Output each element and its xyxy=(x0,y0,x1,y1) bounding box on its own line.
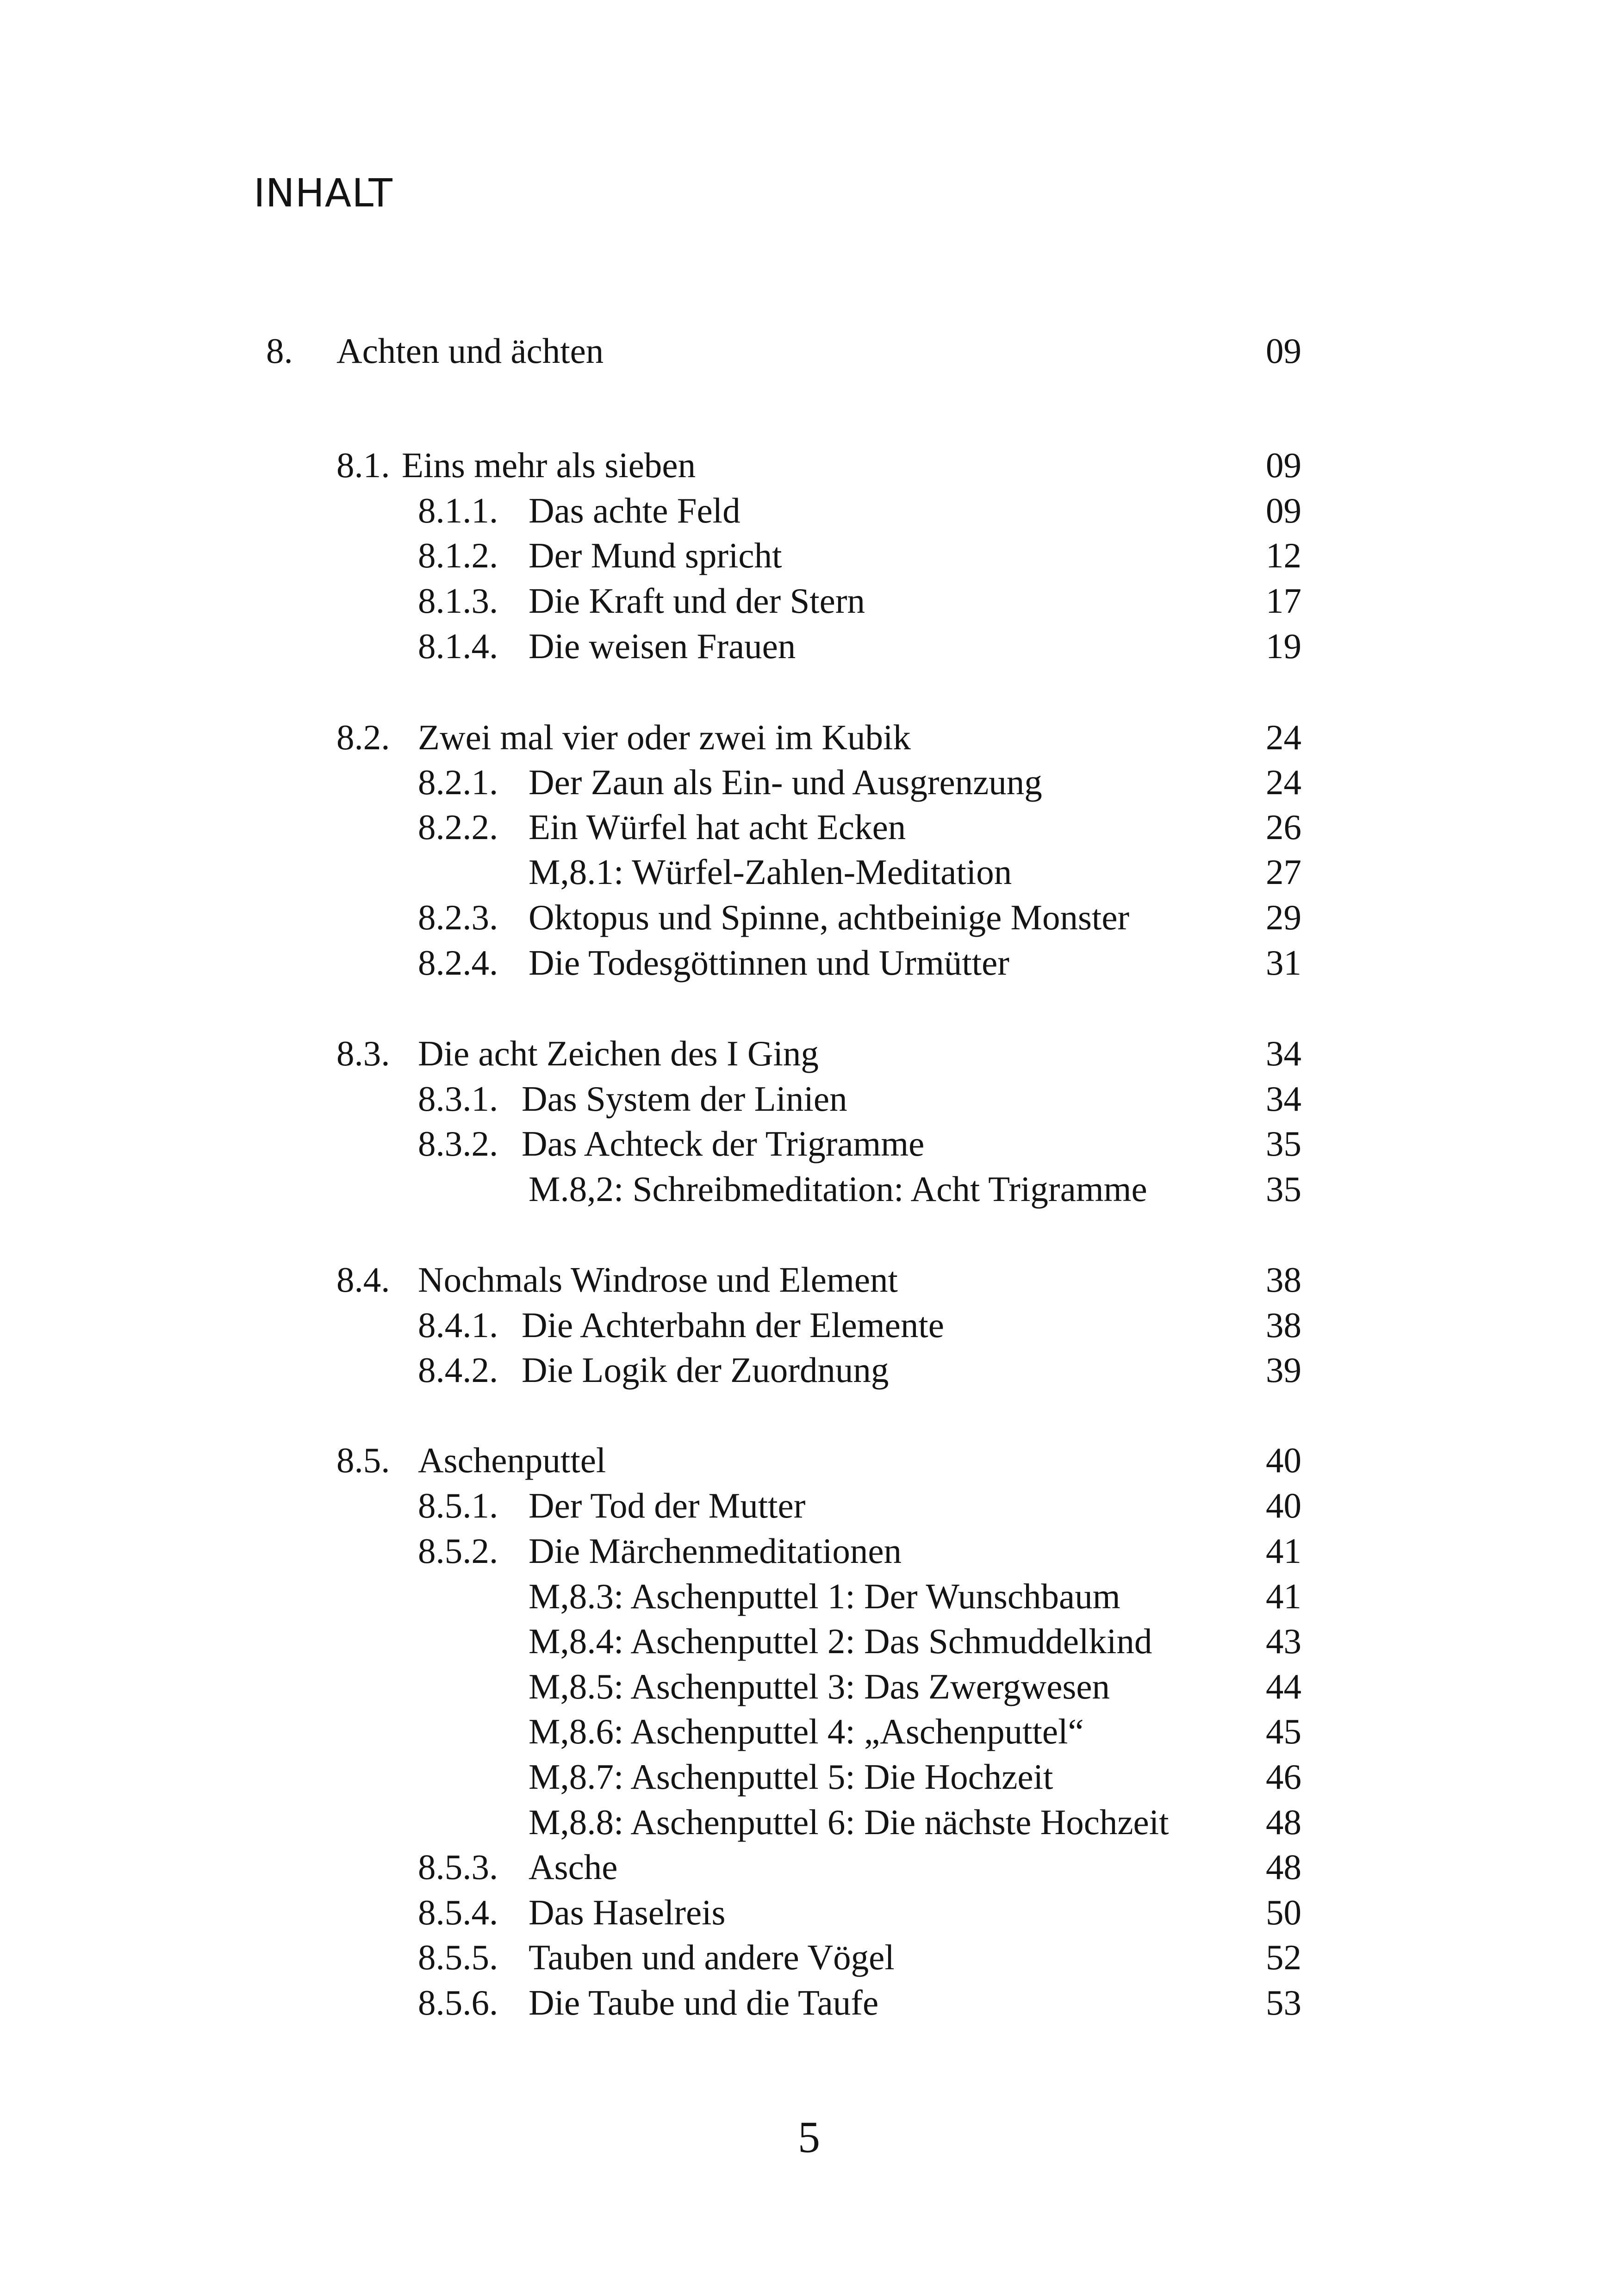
toc-entry-page: 41 xyxy=(1266,1531,1301,1571)
toc-entry-section xyxy=(0,1033,1618,1073)
toc-entry-number: 8.3.2. xyxy=(418,1124,498,1164)
toc-entry-page: 26 xyxy=(1266,807,1301,847)
toc-entry-number: 8.2.4. xyxy=(418,943,498,983)
toc-entry-number: 8.1.4. xyxy=(418,626,498,666)
toc-entry-number: 8.5.1. xyxy=(418,1486,498,1525)
toc-entry-subsection xyxy=(0,897,1618,937)
toc-entry-title: Die Logik der Zuordnung xyxy=(522,1350,889,1390)
toc-entry-page: 38 xyxy=(1266,1260,1301,1300)
toc-entry-title: Die weisen Frauen xyxy=(529,626,796,666)
toc-entry-page: 40 xyxy=(1266,1440,1301,1480)
toc-entry-title: Zwei mal vier oder zwei im Kubik xyxy=(418,717,911,757)
toc-entry-subsection xyxy=(0,535,1618,575)
toc-entry-subsection xyxy=(0,1849,1618,1886)
toc-entry-subsection xyxy=(0,583,1618,620)
toc-entry-page: 35 xyxy=(1266,1124,1301,1164)
toc-entry-subsection xyxy=(0,1488,1618,1525)
toc-entry-number: 8.5.5. xyxy=(418,1937,498,1977)
toc-entry-title: Das achte Feld xyxy=(529,491,741,530)
toc-entry-title: M,8.6: Aschenputtel 4: „Aschenputtel“ xyxy=(529,1711,1084,1751)
toc-entry-number: 8.5.6. xyxy=(418,1983,498,2022)
toc-entry-page: 45 xyxy=(1266,1711,1301,1751)
toc-entry-page: 48 xyxy=(1266,1847,1301,1887)
toc-entry-title: Tauben und andere Vögel xyxy=(529,1937,895,1977)
toc-entry-subsection xyxy=(0,1937,1618,1977)
toc-entry-title: Oktopus und Spinne, achtbeinige Monster xyxy=(529,897,1130,937)
toc-entry-title: Die Todesgöttinnen und Urmütter xyxy=(529,943,1009,983)
toc-entry-page: 50 xyxy=(1266,1892,1301,1932)
toc-entry-number: 8. xyxy=(266,331,293,371)
toc-entry-title: Aschenputtel xyxy=(418,1440,606,1480)
toc-entry-page: 34 xyxy=(1266,1033,1301,1073)
toc-entry-page: 52 xyxy=(1266,1937,1301,1977)
toc-entry-page: 19 xyxy=(1266,626,1301,666)
toc-entry-title: M,8.1: Würfel-Zahlen-Meditation xyxy=(529,852,1012,892)
toc-entry-page: 17 xyxy=(1266,581,1301,621)
toc-entry-meditation xyxy=(0,854,1618,891)
toc-entry-number: 8.2. xyxy=(336,717,390,757)
toc-entry-meditation xyxy=(0,1171,1618,1208)
toc-entry-subsection xyxy=(0,1307,1618,1344)
toc-entry-number: 8.4.1. xyxy=(418,1305,498,1345)
toc-entry-page: 43 xyxy=(1266,1621,1301,1661)
toc-entry-number: 8.2.3. xyxy=(418,897,498,937)
toc-entry-number: 8.2.2. xyxy=(418,807,498,847)
toc-entry-meditation xyxy=(0,1669,1618,1706)
toc-entry-subsection xyxy=(0,945,1618,982)
toc-entry-subsection xyxy=(0,1081,1618,1118)
toc-entry-page: 09 xyxy=(1266,331,1301,371)
toc-entry-page: 40 xyxy=(1266,1486,1301,1525)
toc-entry-page: 48 xyxy=(1266,1802,1301,1842)
toc-entry-title: Die Märchenmeditationen xyxy=(529,1531,902,1571)
page-title: INHALT xyxy=(254,170,393,216)
toc-entry-title: Der Zaun als Ein- und Ausgrenzung xyxy=(529,762,1042,802)
toc-entry-subsection xyxy=(0,1985,1618,2022)
toc-entry-title: Eins mehr als sieben xyxy=(402,445,696,485)
toc-entry-section xyxy=(0,1440,1618,1480)
toc-entry-page: 38 xyxy=(1266,1305,1301,1345)
toc-entry-meditation xyxy=(0,1804,1618,1842)
toc-entry-section xyxy=(0,717,1618,757)
toc-entry-title: Das Haselreis xyxy=(529,1892,726,1932)
page-number: 5 xyxy=(798,2112,820,2162)
toc-entry-title: M,8.3: Aschenputtel 1: Der Wunschbaum xyxy=(529,1576,1120,1616)
toc-entry-section xyxy=(0,445,1618,485)
toc-entry-page: 44 xyxy=(1266,1667,1301,1706)
toc-entry-page: 29 xyxy=(1266,897,1301,937)
toc-entry-meditation xyxy=(0,1621,1618,1661)
toc-entry-meditation xyxy=(0,1759,1618,1796)
toc-entry-meditation xyxy=(0,1576,1618,1616)
toc-entry-title: Die Kraft und der Stern xyxy=(529,581,865,621)
toc-entry-title: Ein Würfel hat acht Ecken xyxy=(529,807,906,847)
toc-entry-subsection xyxy=(0,628,1618,666)
toc-entry-page: 24 xyxy=(1266,717,1301,757)
toc-entry-title: M,8.4: Aschenputtel 2: Das Schmuddelkind xyxy=(529,1621,1152,1661)
toc-entry-number: 8.5.2. xyxy=(418,1531,498,1571)
toc-entry-subsection xyxy=(0,1892,1618,1932)
toc-entry-page: 12 xyxy=(1266,535,1301,575)
toc-entry-section xyxy=(0,1262,1618,1299)
toc-entry-title: Die acht Zeichen des I Ging xyxy=(418,1033,819,1073)
toc-entry-number: 8.5.4. xyxy=(418,1892,498,1932)
toc-entry-subsection xyxy=(0,1352,1618,1389)
toc-entry-title: M.8,2: Schreibmeditation: Acht Trigramme xyxy=(529,1169,1147,1209)
toc-entry-number: 8.3. xyxy=(336,1033,390,1073)
toc-entry-number: 8.2.1. xyxy=(418,762,498,802)
toc-entry-subsection xyxy=(0,493,1618,530)
toc-entry-number: 8.1.2. xyxy=(418,535,498,575)
toc-entry-page: 09 xyxy=(1266,491,1301,530)
toc-entry-meditation xyxy=(0,1711,1618,1751)
toc-entry-number: 8.1. xyxy=(336,445,390,485)
toc-entry-title: Die Taube und die Taufe xyxy=(529,1983,879,2022)
toc-entry-page: 35 xyxy=(1266,1169,1301,1209)
toc-entry-number: 8.3.1. xyxy=(418,1079,498,1119)
toc-entry-title: M,8.8: Aschenputtel 6: Die nächste Hochzeit xyxy=(529,1802,1169,1842)
toc-entry-page: 27 xyxy=(1266,852,1301,892)
toc-entry-title: Asche xyxy=(529,1847,618,1887)
toc-entry-title: Die Achterbahn der Elemente xyxy=(522,1305,944,1345)
toc-entry-title: Der Mund spricht xyxy=(529,535,782,575)
toc-entry-page: 09 xyxy=(1266,445,1301,485)
toc-entry-number: 8.1.1. xyxy=(418,491,498,530)
toc-entry-subsection xyxy=(0,1533,1618,1570)
toc-entry-page: 41 xyxy=(1266,1576,1301,1616)
toc-entry-title: Das Achteck der Trigramme xyxy=(522,1124,925,1164)
toc-entry-page: 39 xyxy=(1266,1350,1301,1390)
toc-entry-page: 31 xyxy=(1266,943,1301,983)
toc-entry-title: Der Tod der Mutter xyxy=(529,1486,806,1525)
toc-entry-page: 24 xyxy=(1266,762,1301,802)
toc-entry-page: 46 xyxy=(1266,1757,1301,1797)
toc-entry-title: Nochmals Windrose und Element xyxy=(418,1260,898,1300)
toc-entry-page: 53 xyxy=(1266,1983,1301,2022)
toc-entry-subsection xyxy=(0,809,1618,846)
toc-entry-number: 8.4.2. xyxy=(418,1350,498,1390)
toc-entry-number: 8.5. xyxy=(336,1440,390,1480)
toc-entry-title: Das System der Linien xyxy=(522,1079,847,1119)
toc-entry-number: 8.5.3. xyxy=(418,1847,498,1887)
toc-entry-page: 34 xyxy=(1266,1079,1301,1119)
toc-entry-title: M,8.7: Aschenputtel 5: Die Hochzeit xyxy=(529,1757,1053,1797)
toc-entry-title: Achten und ächten xyxy=(336,331,604,371)
toc-entry-number: 8.4. xyxy=(336,1260,390,1300)
toc-entry-number: 8.1.3. xyxy=(418,581,498,621)
toc-entry-subsection xyxy=(0,1126,1618,1163)
toc-entry-subsection xyxy=(0,762,1618,802)
toc-entry-chapter xyxy=(0,333,1618,370)
toc-entry-title: M,8.5: Aschenputtel 3: Das Zwergwesen xyxy=(529,1667,1110,1706)
